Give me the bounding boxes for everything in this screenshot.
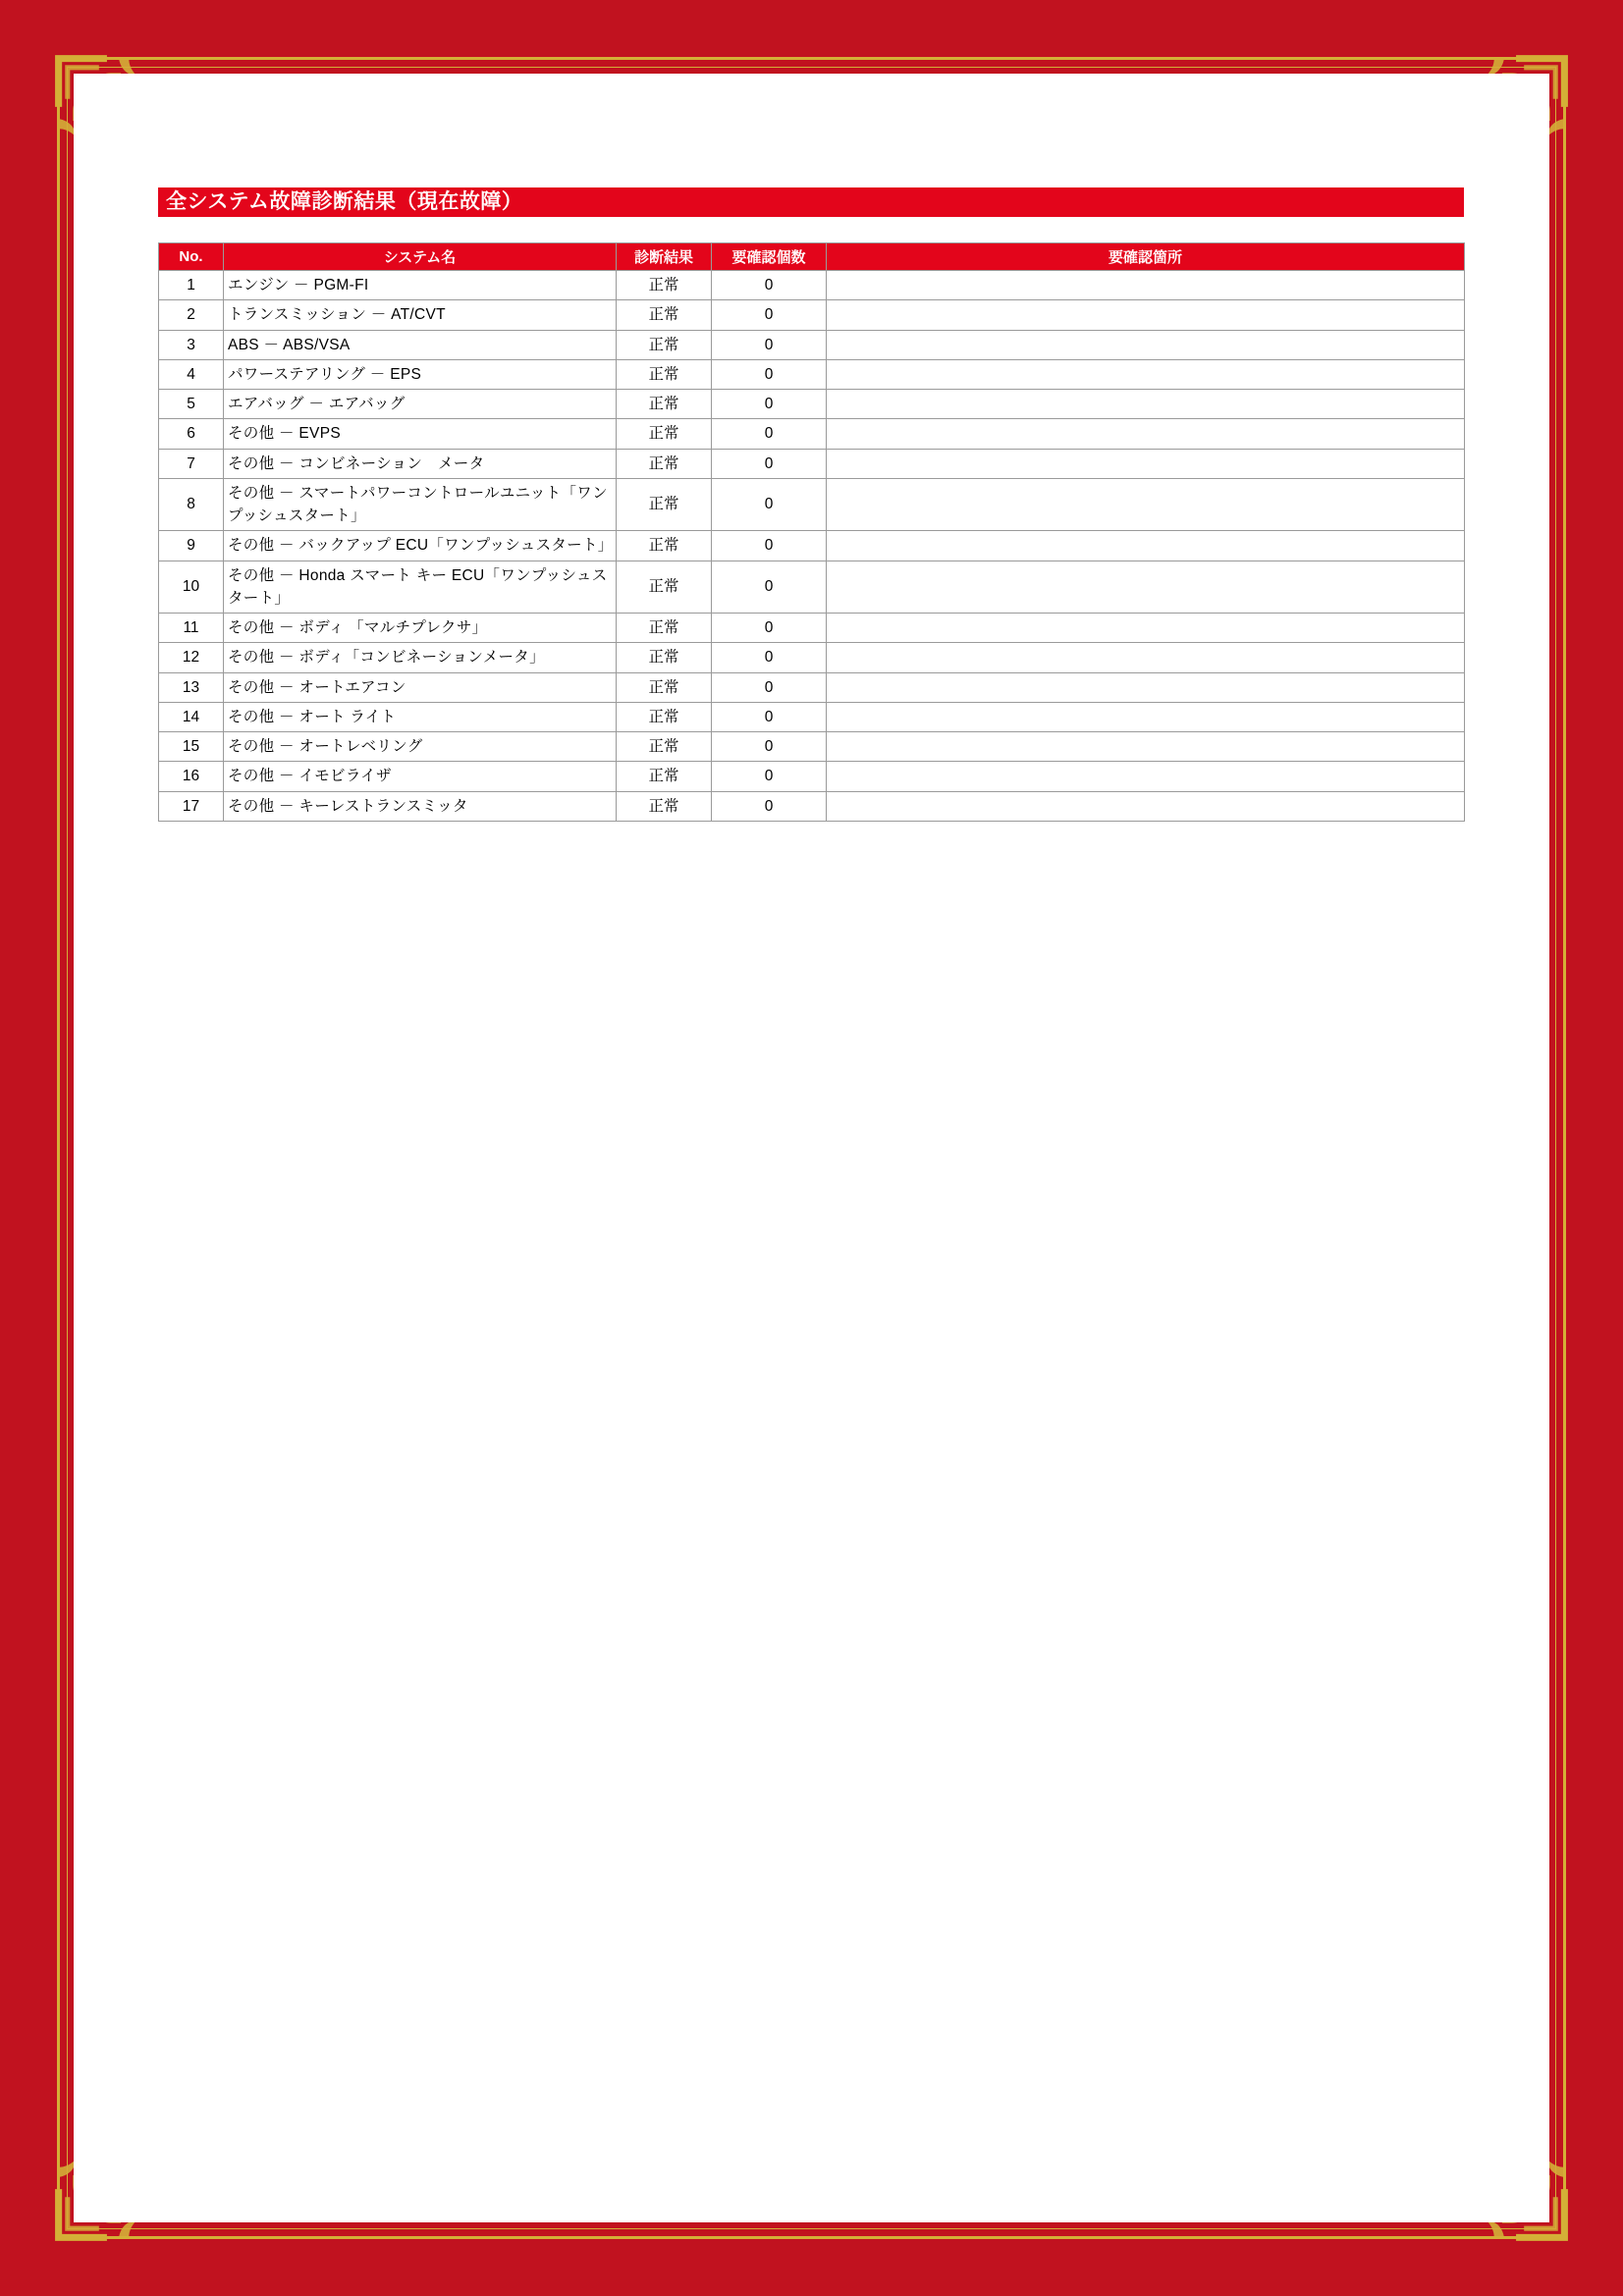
cell-place — [827, 561, 1465, 614]
table-row — [159, 672, 1465, 702]
cell-place — [827, 330, 1465, 359]
cell-place — [827, 762, 1465, 791]
cell-place — [827, 531, 1465, 561]
cell-system: その他 － キーレストランスミッタ — [224, 791, 617, 821]
cell-system: その他 － スマートパワーコントロールユニット「ワンプッシュスタート」 — [224, 478, 617, 531]
cell-system: その他 － ボディ 「マルチプレクサ」 — [224, 614, 617, 643]
cell-system: その他 － EVPS — [224, 419, 617, 449]
cell-place — [827, 390, 1465, 419]
cell-no: 4 — [159, 359, 224, 389]
cell-place — [827, 614, 1465, 643]
cell-count: 0 — [712, 300, 827, 330]
cell-result: 正常 — [617, 300, 712, 330]
cell-count: 0 — [712, 672, 827, 702]
cell-no: 2 — [159, 300, 224, 330]
cell-count: 0 — [712, 762, 827, 791]
cell-result: 正常 — [617, 359, 712, 389]
table-row — [159, 614, 1465, 643]
cell-system: トランスミッション － AT/CVT — [224, 300, 617, 330]
cell-no: 1 — [159, 271, 224, 300]
cell-no: 8 — [159, 478, 224, 531]
table-row — [159, 419, 1465, 449]
column-header-count: 要確認個数 — [712, 243, 827, 271]
cell-count: 0 — [712, 419, 827, 449]
cell-place — [827, 478, 1465, 531]
cell-result: 正常 — [617, 643, 712, 672]
cell-count: 0 — [712, 702, 827, 731]
report-content — [158, 187, 1464, 822]
column-header-no: No. — [159, 243, 224, 271]
cell-result: 正常 — [617, 762, 712, 791]
column-header-system: システム名 — [224, 243, 617, 271]
cell-no: 3 — [159, 330, 224, 359]
table-row — [159, 271, 1465, 300]
cell-place — [827, 449, 1465, 478]
cell-system: その他 － Honda スマート キー ECU「ワンプッシュスタート」 — [224, 561, 617, 614]
cell-place — [827, 672, 1465, 702]
cell-count: 0 — [712, 643, 827, 672]
cell-count: 0 — [712, 271, 827, 300]
cell-count: 0 — [712, 614, 827, 643]
cell-system: ABS － ABS/VSA — [224, 330, 617, 359]
cell-system: その他 － ボディ「コンビネーションメータ」 — [224, 643, 617, 672]
table-header-row — [159, 243, 1465, 271]
cell-result: 正常 — [617, 672, 712, 702]
cell-count: 0 — [712, 791, 827, 821]
cell-result: 正常 — [617, 531, 712, 561]
cell-result: 正常 — [617, 732, 712, 762]
section-title: 全システム故障診断結果（現在故障） — [158, 187, 1464, 217]
table-row — [159, 478, 1465, 531]
table-row — [159, 531, 1465, 561]
cell-count: 0 — [712, 359, 827, 389]
cell-result: 正常 — [617, 330, 712, 359]
cell-result: 正常 — [617, 614, 712, 643]
cell-no: 11 — [159, 614, 224, 643]
cell-no: 7 — [159, 449, 224, 478]
cell-system: パワーステアリング － EPS — [224, 359, 617, 389]
cell-result: 正常 — [617, 478, 712, 531]
cell-no: 12 — [159, 643, 224, 672]
table-row — [159, 449, 1465, 478]
cell-system: エアバッグ － エアバッグ — [224, 390, 617, 419]
cell-place — [827, 271, 1465, 300]
cell-system: エンジン － PGM-FI — [224, 271, 617, 300]
cell-count: 0 — [712, 478, 827, 531]
cell-result: 正常 — [617, 419, 712, 449]
table-row — [159, 330, 1465, 359]
table-row — [159, 762, 1465, 791]
cell-place — [827, 732, 1465, 762]
cell-no: 15 — [159, 732, 224, 762]
table-row — [159, 561, 1465, 614]
cell-no: 10 — [159, 561, 224, 614]
cell-no: 13 — [159, 672, 224, 702]
cell-no: 17 — [159, 791, 224, 821]
cell-place — [827, 643, 1465, 672]
cell-place — [827, 300, 1465, 330]
cell-place — [827, 419, 1465, 449]
cell-system: その他 － イモビライザ — [224, 762, 617, 791]
table-row — [159, 702, 1465, 731]
diagnostic-result-table — [158, 242, 1465, 822]
table-row — [159, 732, 1465, 762]
cell-count: 0 — [712, 561, 827, 614]
cell-count: 0 — [712, 531, 827, 561]
cell-system: その他 － オートエアコン — [224, 672, 617, 702]
cell-no: 9 — [159, 531, 224, 561]
cell-result: 正常 — [617, 702, 712, 731]
cell-result: 正常 — [617, 271, 712, 300]
table-row — [159, 791, 1465, 821]
cell-result: 正常 — [617, 791, 712, 821]
cell-place — [827, 791, 1465, 821]
cell-place — [827, 702, 1465, 731]
table-row — [159, 643, 1465, 672]
cell-no: 16 — [159, 762, 224, 791]
paper-area — [74, 74, 1549, 2222]
table-row — [159, 300, 1465, 330]
cell-system: その他 － バックアップ ECU「ワンプッシュスタート」 — [224, 531, 617, 561]
cell-count: 0 — [712, 390, 827, 419]
cell-no: 5 — [159, 390, 224, 419]
cell-system: その他 － オート ライト — [224, 702, 617, 731]
cell-result: 正常 — [617, 449, 712, 478]
table-row — [159, 390, 1465, 419]
cell-place — [827, 359, 1465, 389]
column-header-result: 診断結果 — [617, 243, 712, 271]
cell-no: 6 — [159, 419, 224, 449]
column-header-place: 要確認箇所 — [827, 243, 1465, 271]
cell-count: 0 — [712, 330, 827, 359]
table-row — [159, 359, 1465, 389]
cell-system: その他 － コンビネーション メータ — [224, 449, 617, 478]
cell-result: 正常 — [617, 390, 712, 419]
cell-result: 正常 — [617, 561, 712, 614]
cell-system: その他 － オートレベリング — [224, 732, 617, 762]
cell-count: 0 — [712, 449, 827, 478]
cell-count: 0 — [712, 732, 827, 762]
cell-no: 14 — [159, 702, 224, 731]
